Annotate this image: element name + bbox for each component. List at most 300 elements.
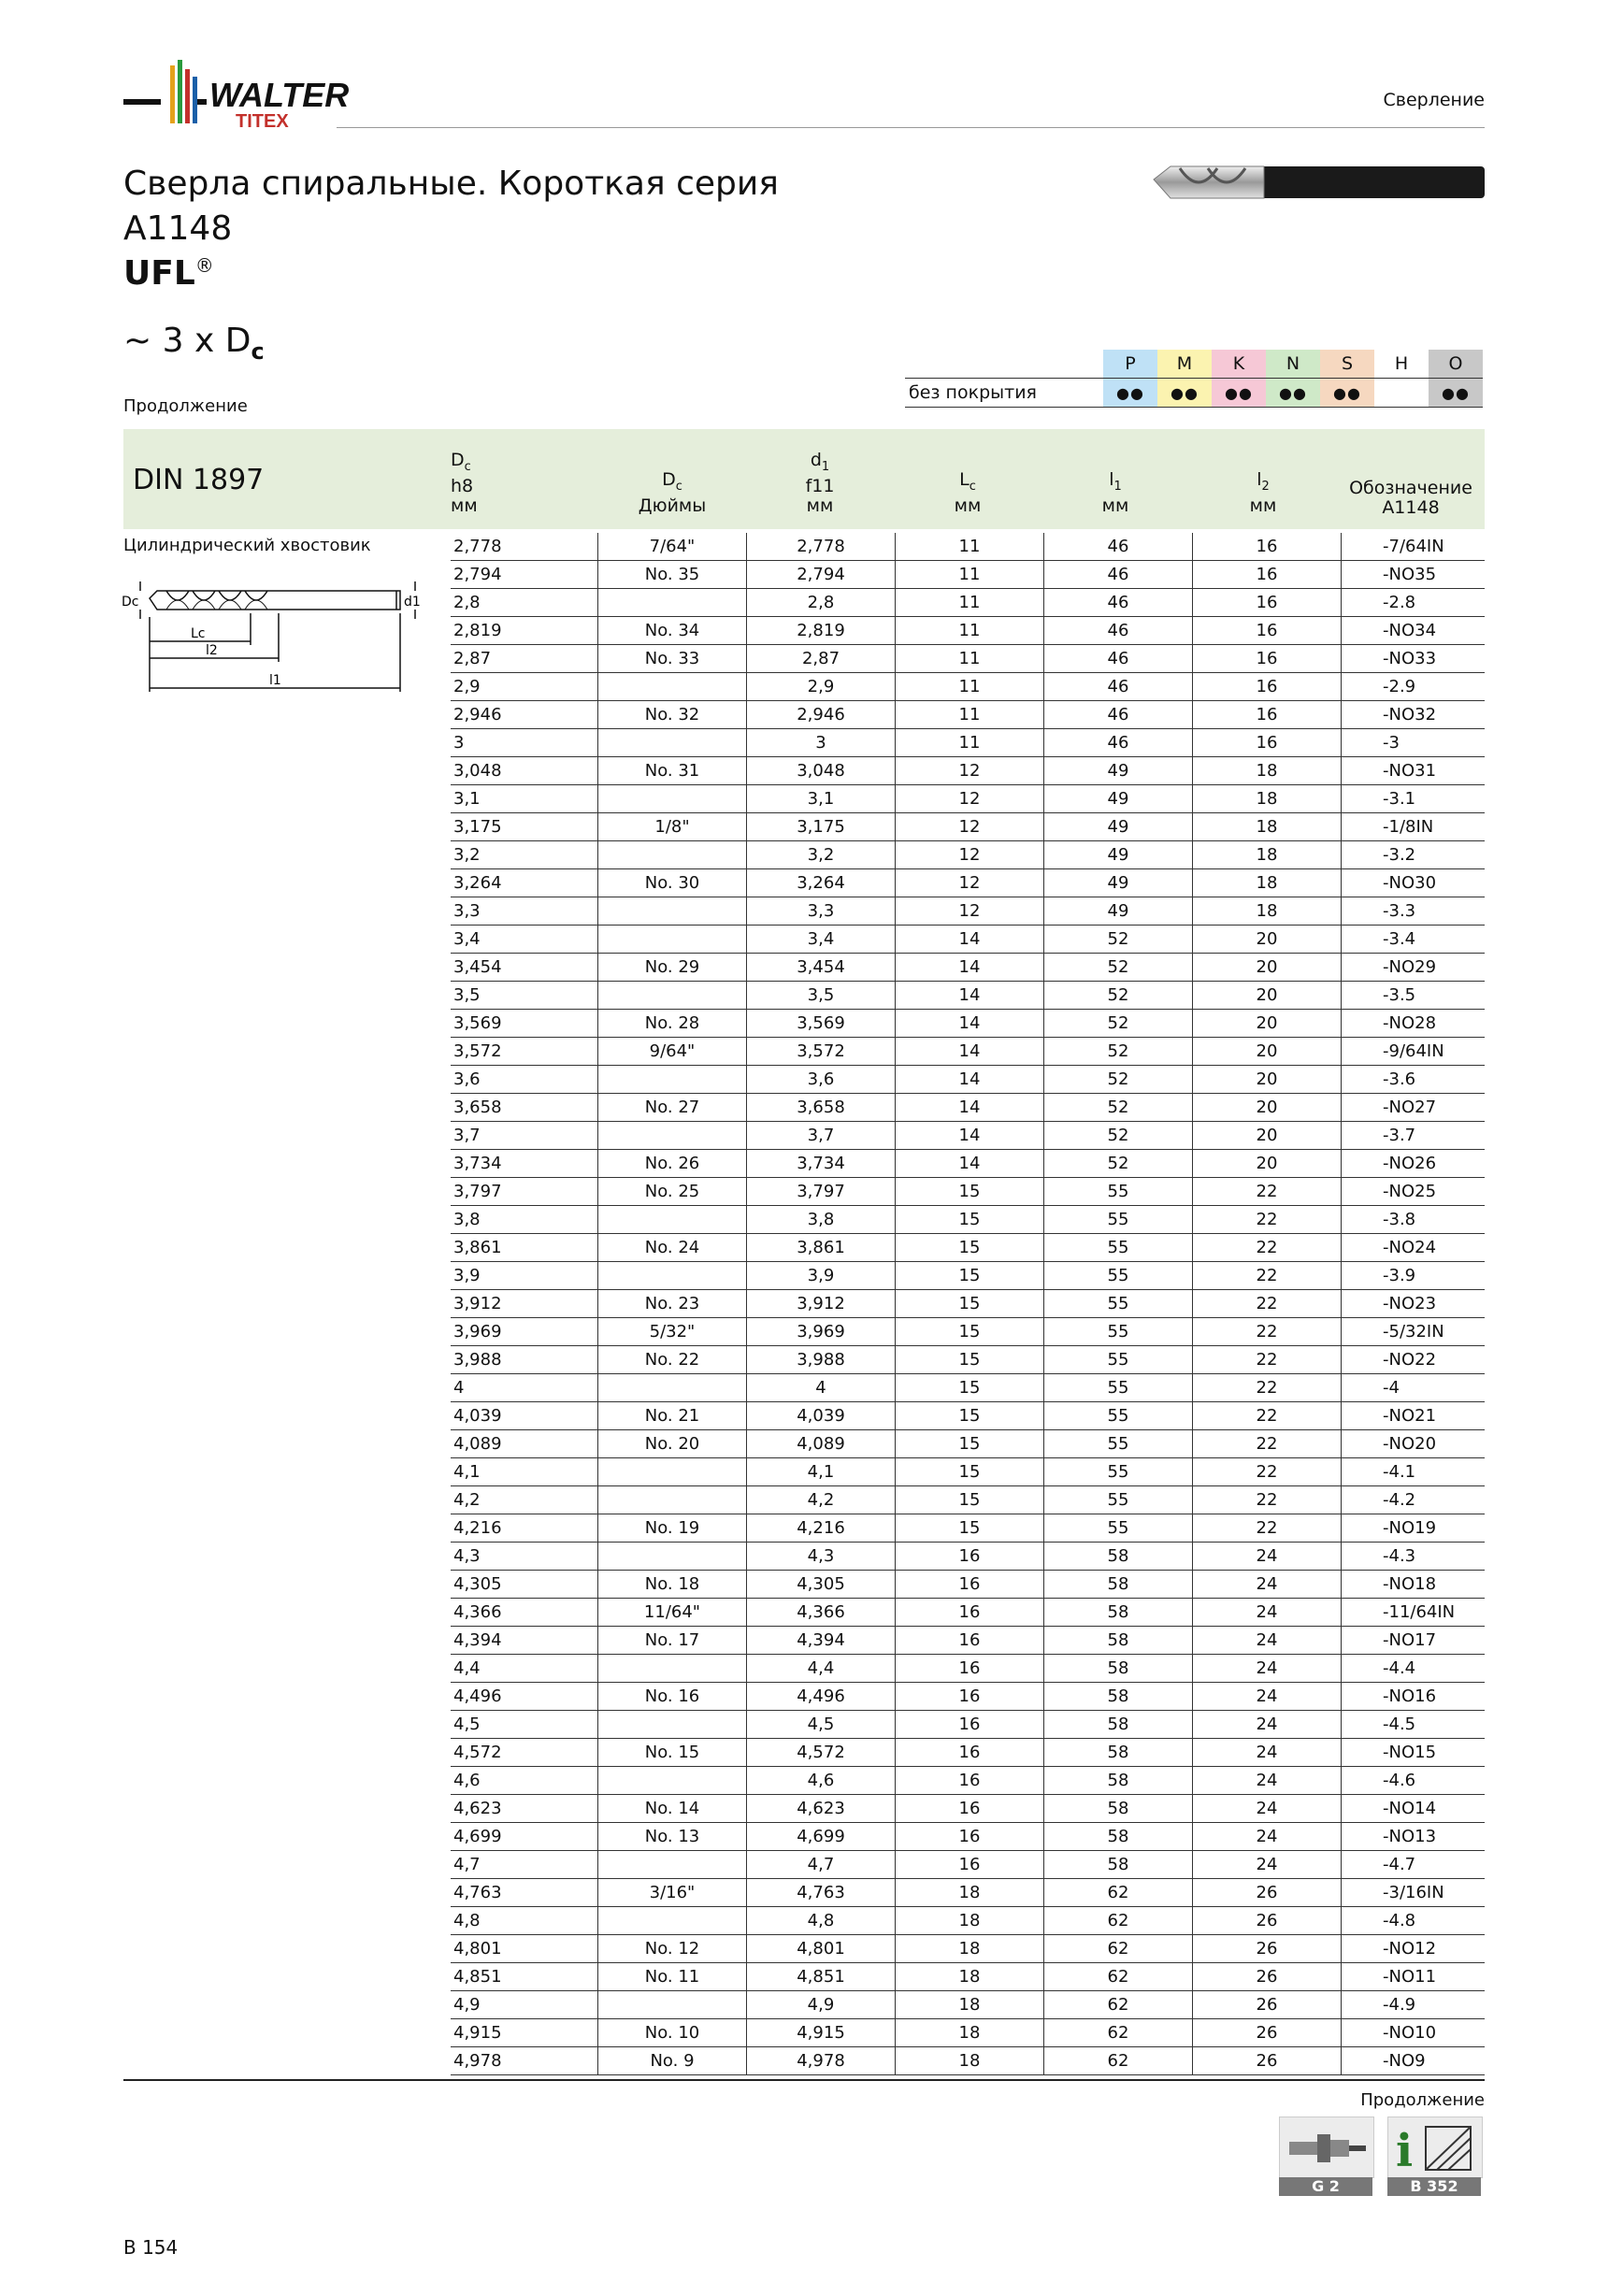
table-row [451,1655,1485,1683]
table-row [451,1599,1485,1627]
table-cell: 3,175 [747,813,896,841]
table-cell: -2.8 [1342,589,1486,617]
table-cell: 26 [1193,2019,1342,2047]
header-lc: $L_c$ мм [954,469,982,516]
table-cell: 5/32" [598,1318,747,1346]
table-cell: -3.5 [1342,982,1486,1010]
table-cell: 22 [1193,1458,1342,1486]
table-cell: No. 12 [598,1935,747,1963]
table-cell: 11 [896,589,1044,617]
table-cell: 20 [1193,1122,1342,1150]
table-cell [598,1543,747,1571]
table-cell: 24 [1193,1767,1342,1795]
table-cell: 3,988 [747,1346,896,1374]
table-cell: 49 [1044,785,1193,813]
table-row [451,1486,1485,1514]
holder-icon[interactable] [1279,2117,1374,2178]
table-cell: -NO35 [1342,561,1486,589]
table-cell: No. 27 [598,1094,747,1122]
material-k: K [1212,350,1266,379]
table-cell: 20 [1193,1094,1342,1122]
table-cell: 11 [896,617,1044,645]
table-cell: -3 [1342,729,1486,757]
table-cell: -NO25 [1342,1178,1486,1206]
table-cell: 16 [1193,617,1342,645]
table-cell: 3,988 [451,1346,598,1374]
table-cell: 15 [896,1486,1044,1514]
table-row [451,869,1485,897]
table-cell [598,1907,747,1935]
table-cell: 11 [896,533,1044,561]
table-cell: No. 31 [598,757,747,785]
table-cell: 3,5 [747,982,896,1010]
table-cell: 3,734 [747,1150,896,1178]
table-cell: 4,763 [451,1879,598,1907]
table-row [451,1823,1485,1851]
table-cell: 58 [1044,1739,1193,1767]
table-cell: 4,6 [451,1767,598,1795]
din-standard: DIN 1897 [133,464,265,496]
table-cell: 22 [1193,1346,1342,1374]
table-cell: 3,048 [747,757,896,785]
table-cell: 4,2 [451,1486,598,1514]
table-cell: 20 [1193,926,1342,954]
table-row [451,561,1485,589]
table-cell: No. 19 [598,1514,747,1543]
table-cell: 26 [1193,2047,1342,2075]
table-row [451,2019,1485,2047]
table-row [451,1571,1485,1599]
table-cell [598,1374,747,1402]
table-cell: -2.9 [1342,673,1486,701]
table-row [451,1206,1485,1234]
table-cell: No. 24 [598,1234,747,1262]
table-cell: 16 [896,1543,1044,1571]
table-cell: -3.6 [1342,1066,1486,1094]
table-cell: 3,8 [747,1206,896,1234]
table-cell: 46 [1044,617,1193,645]
table-cell: 55 [1044,1486,1193,1514]
table-cell: 16 [1193,561,1342,589]
table-cell: 20 [1193,1150,1342,1178]
table-row [451,1935,1485,1963]
table-row [451,785,1485,813]
table-cell: 22 [1193,1486,1342,1514]
header-rule [337,127,1485,128]
table-row [451,1234,1485,1262]
table-cell: 16 [896,1851,1044,1879]
table-cell: -4.3 [1342,1543,1486,1571]
table-cell: 62 [1044,2019,1193,2047]
table-cell: 12 [896,897,1044,926]
table-cell: 4 [451,1374,598,1402]
table-cell: 11 [896,561,1044,589]
table-cell: 49 [1044,757,1193,785]
table-cell: -5/32IN [1342,1318,1486,1346]
table-cell: 4,978 [747,2047,896,2075]
table-cell: -NO18 [1342,1571,1486,1599]
holder-ref-label: G 2 [1279,2177,1372,2196]
table-cell: 16 [896,1627,1044,1655]
table-cell [598,1122,747,1150]
table-cell: 15 [896,1262,1044,1290]
table-cell: 4,4 [451,1655,598,1683]
table-cell: 4 [747,1374,896,1402]
table-cell: 11 [896,729,1044,757]
table-cell: 15 [896,1346,1044,1374]
table-cell: 24 [1193,1851,1342,1879]
table-cell: 14 [896,1150,1044,1178]
table-cell [598,1767,747,1795]
table-row [451,1711,1485,1739]
table-cell: 22 [1193,1318,1342,1346]
table-cell: No. 22 [598,1346,747,1374]
coating-label: без покрытия [905,379,1103,408]
table-cell: 3,969 [747,1318,896,1346]
drill-dimension-drawing [120,580,428,701]
table-cell: -NO15 [1342,1739,1486,1767]
svg-text:i: i [1396,2125,1414,2177]
table-cell: 24 [1193,1599,1342,1627]
table-cell: -NO30 [1342,869,1486,897]
table-cell: 24 [1193,1739,1342,1767]
table-cell: 4,8 [451,1907,598,1935]
table-cell: 4,851 [747,1963,896,1991]
table-cell: 20 [1193,982,1342,1010]
table-cell: 3 [451,729,598,757]
table-cell: 24 [1193,1823,1342,1851]
svg-text:l2: l2 [206,643,218,658]
table-row [451,1010,1485,1038]
table-cell: 3,797 [747,1178,896,1206]
table-cell: -4.2 [1342,1486,1486,1514]
table-cell: 24 [1193,1627,1342,1655]
table-cell: -3.9 [1342,1262,1486,1290]
table-cell: -4.8 [1342,1907,1486,1935]
table-cell: 4,763 [747,1879,896,1907]
table-cell: 16 [1193,729,1342,757]
table-cell: 3,861 [747,1234,896,1262]
table-cell: 4,3 [747,1543,896,1571]
table-cell: 11 [896,701,1044,729]
table-cell: 2,87 [451,645,598,673]
table-cell: 4,5 [747,1711,896,1739]
table-row [451,1879,1485,1907]
table-cell [598,785,747,813]
table-row [451,1038,1485,1066]
table-cell: 52 [1044,954,1193,982]
table-cell: 4,305 [747,1571,896,1599]
table-cell: 14 [896,954,1044,982]
table-row [451,1066,1485,1094]
table-cell: 11/64" [598,1599,747,1627]
table-cell: 18 [1193,869,1342,897]
section-label: Сверление [1383,90,1485,110]
table-cell: No. 14 [598,1795,747,1823]
table-cell: 4,7 [747,1851,896,1879]
table-cell: 4,915 [451,2019,598,2047]
table-cell: 22 [1193,1402,1342,1430]
table-row [451,1346,1485,1374]
table-row [451,589,1485,617]
table-cell: 20 [1193,1038,1342,1066]
table-cell: No. 11 [598,1963,747,1991]
header-d1: $d_1$ f11 мм [805,450,835,516]
table-cell: No. 10 [598,2019,747,2047]
table-row [451,1627,1485,1655]
table-cell [598,589,747,617]
table-cell: 55 [1044,1262,1193,1290]
table-cell: 22 [1193,1290,1342,1318]
table-cell: 4,394 [747,1627,896,1655]
table-cell: -NO23 [1342,1290,1486,1318]
table-cell: -3.3 [1342,897,1486,926]
material-n: N [1266,350,1320,379]
table-cell: 3,264 [747,869,896,897]
table-cell: -NO21 [1342,1402,1486,1430]
table-cell [598,897,747,926]
table-cell: 2,819 [747,617,896,645]
table-cell: 4,496 [451,1683,598,1711]
suitability-h [1374,379,1429,408]
table-row [451,1290,1485,1318]
table-cell: 62 [1044,1907,1193,1935]
table-cell: 55 [1044,1318,1193,1346]
page-title: Сверла спиральные. Короткая серия [123,165,779,203]
table-row [451,1458,1485,1486]
table-cell: 15 [896,1178,1044,1206]
table-bottom-rule [123,2079,1485,2081]
table-cell: 4,4 [747,1655,896,1683]
table-cell: 16 [896,1711,1044,1739]
table-cell: 58 [1044,1823,1193,1851]
table-cell: 4,089 [747,1430,896,1458]
table-cell: 18 [896,1879,1044,1907]
table-row [451,1122,1485,1150]
continued-label-bottom: Продолжение [1360,2090,1485,2110]
table-cell: 16 [1193,701,1342,729]
table-cell: 4,801 [747,1935,896,1963]
table-cell: -NO14 [1342,1795,1486,1823]
table-cell: 4,216 [747,1514,896,1543]
table-cell: 58 [1044,1655,1193,1683]
table-cell: 4,699 [747,1823,896,1851]
table-cell: 22 [1193,1234,1342,1262]
page-number: B 154 [123,2236,179,2259]
table-cell: No. 9 [598,2047,747,2075]
table-cell: 58 [1044,1627,1193,1655]
walter-titex-logo [123,58,404,133]
table-cell: 58 [1044,1683,1193,1711]
table-cell: 4,496 [747,1683,896,1711]
table-row [451,1683,1485,1711]
table-row [451,897,1485,926]
table-cell: 15 [896,1206,1044,1234]
table-cell: -NO22 [1342,1346,1486,1374]
table-cell: 62 [1044,2047,1193,2075]
table-cell: 52 [1044,1150,1193,1178]
suitability-p: ●● [1103,379,1157,408]
suitability-k: ●● [1212,379,1266,408]
table-cell: 2,9 [451,673,598,701]
table-row [451,2047,1485,2075]
table-cell: -NO29 [1342,954,1486,982]
product-code: A1148 [123,209,233,248]
table-cell [598,1851,747,1879]
table-cell: 15 [896,1290,1044,1318]
table-cell: 20 [1193,1010,1342,1038]
header-dc-mm: $D_c$ h8 мм [451,450,478,516]
table-cell: 26 [1193,1991,1342,2019]
table-cell: 18 [1193,841,1342,869]
table-row [451,1178,1485,1206]
header-designation: Обозначение A1148 [1349,478,1472,518]
table-cell: 16 [896,1767,1044,1795]
table-cell: 3,454 [451,954,598,982]
table-cell: 52 [1044,926,1193,954]
table-row [451,701,1485,729]
table-cell [598,1486,747,1514]
table-cell [598,1458,747,1486]
table-cell: 4,305 [451,1571,598,1599]
table-cell: No. 34 [598,617,747,645]
table-cell: 18 [896,2047,1044,2075]
table-cell: 55 [1044,1430,1193,1458]
table-row [451,673,1485,701]
table-cell: 26 [1193,1907,1342,1935]
table-cell: 46 [1044,701,1193,729]
table-cell: 2,9 [747,673,896,701]
header-l2: $l_2$ мм [1249,469,1277,516]
table-row [451,813,1485,841]
table-row [451,1543,1485,1571]
table-cell: 1/8" [598,813,747,841]
table-row [451,1150,1485,1178]
table-row [451,757,1485,785]
table-cell: 18 [896,1935,1044,1963]
table-cell: -4.9 [1342,1991,1486,2019]
table-cell: 16 [896,1655,1044,1683]
table-cell: 3,797 [451,1178,598,1206]
table-cell: 3,1 [451,785,598,813]
table-row [451,841,1485,869]
table-cell: 52 [1044,982,1193,1010]
table-row [451,1262,1485,1290]
suitability-s: ●● [1320,379,1374,408]
table-cell: 55 [1044,1514,1193,1543]
table-cell: -NO19 [1342,1514,1486,1543]
table-row [451,954,1485,982]
table-cell: 55 [1044,1374,1193,1402]
table-cell: 18 [896,1963,1044,1991]
table-cell: 46 [1044,561,1193,589]
suitability-m: ●● [1157,379,1212,408]
table-cell: 18 [1193,785,1342,813]
table-cell: 22 [1193,1206,1342,1234]
table-cell: 3,8 [451,1206,598,1234]
table-cell: 16 [896,1795,1044,1823]
table-row [451,1514,1485,1543]
table-cell: No. 16 [598,1683,747,1711]
table-cell: 24 [1193,1543,1342,1571]
table-cell: 20 [1193,1066,1342,1094]
table-cell: 2,778 [451,533,598,561]
table-cell: -NO24 [1342,1234,1486,1262]
table-cell: 15 [896,1430,1044,1458]
table-cell: -NO27 [1342,1094,1486,1122]
table-cell: -3.2 [1342,841,1486,869]
table-cell: 24 [1193,1711,1342,1739]
svg-text:d1: d1 [404,595,421,610]
table-cell: 3,175 [451,813,598,841]
table-cell: 46 [1044,589,1193,617]
table-cell: 14 [896,1094,1044,1122]
table-cell: 4,039 [747,1402,896,1430]
table-cell: 3,6 [451,1066,598,1094]
table-cell: 46 [1044,533,1193,561]
table-cell: 16 [1193,533,1342,561]
table-cell: 26 [1193,1879,1342,1907]
table-row [451,1907,1485,1935]
table-cell: -9/64IN [1342,1038,1486,1066]
table-cell: 12 [896,785,1044,813]
info-icon[interactable] [1387,2117,1483,2178]
table-cell: 24 [1193,1795,1342,1823]
table-cell: 58 [1044,1851,1193,1879]
table-cell [598,1711,747,1739]
table-cell: 58 [1044,1795,1193,1823]
table-cell: 2,794 [747,561,896,589]
table-cell: 4,623 [451,1795,598,1823]
shank-label: Цилиндрический хвостовик [123,536,371,555]
table-cell: 2,8 [451,589,598,617]
table-row [451,1402,1485,1430]
table-cell: 3,3 [747,897,896,926]
table-cell: 4,1 [451,1458,598,1486]
material-p: P [1103,350,1157,379]
table-cell: 4,394 [451,1627,598,1655]
info-ref-label: B 352 [1387,2177,1481,2196]
table-cell: 3,9 [747,1262,896,1290]
table-cell: 20 [1193,954,1342,982]
table-cell: 15 [896,1458,1044,1486]
table-cell: No. 13 [598,1823,747,1851]
table-cell [598,1206,747,1234]
table-cell: 3,6 [747,1066,896,1094]
table-row [451,1318,1485,1346]
table-cell: -3.1 [1342,785,1486,813]
table-cell: -NO33 [1342,645,1486,673]
table-cell: 3,861 [451,1234,598,1262]
continued-label-top: Продолжение [123,396,248,416]
table-cell: 49 [1044,813,1193,841]
table-cell [598,982,747,1010]
table-cell: 2,87 [747,645,896,673]
table-cell: 2,819 [451,617,598,645]
table-cell: 3,734 [451,1150,598,1178]
table-cell: No. 26 [598,1150,747,1178]
table-cell: -4.1 [1342,1458,1486,1486]
table-cell: 24 [1193,1571,1342,1599]
table-cell [598,926,747,954]
table-cell: 55 [1044,1402,1193,1430]
table-cell: 11 [896,645,1044,673]
table-cell: 15 [896,1402,1044,1430]
table-cell: 2,794 [451,561,598,589]
table-cell: No. 29 [598,954,747,982]
table-cell: 4,623 [747,1795,896,1823]
table-cell: 16 [1193,673,1342,701]
